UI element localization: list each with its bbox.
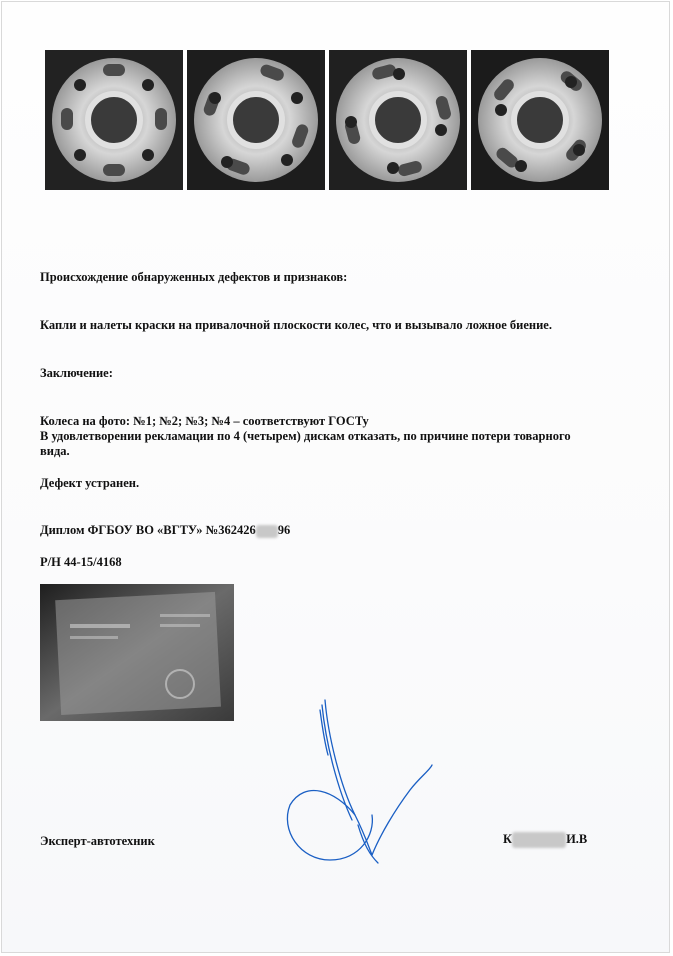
redacted-name xyxy=(512,832,566,848)
expert-name-suffix: И.В xyxy=(566,832,588,846)
wheel-photo-4 xyxy=(471,50,609,190)
wheel-photo-1 xyxy=(45,50,183,190)
origin-text: Капли и налеты краски на привалочной плоскости колес, что и вызывало ложное биение. xyxy=(40,318,552,332)
conclusion-line-2: В удовлетворении рекламации по 4 (четырем) дискам отказать, по причине потери товарного xyxy=(40,429,571,443)
origin-heading: Происхождение обнаруженных дефектов и признаков: xyxy=(40,270,348,284)
expert-role-label: Эксперт-автотехник xyxy=(40,834,155,848)
wheel-photo-3 xyxy=(329,50,467,190)
expert-name xyxy=(503,832,587,848)
handwritten-signature xyxy=(280,695,440,880)
diploma-line xyxy=(40,523,290,538)
conclusion-line-3: вида. xyxy=(40,444,70,458)
wheel-photos-strip xyxy=(45,50,611,190)
conclusion-heading: Заключение: xyxy=(40,366,113,380)
diploma-suffix: 96 xyxy=(277,523,291,537)
registration-number: Р/Н 44-15/4168 xyxy=(40,555,122,569)
expert-name-prefix: К xyxy=(503,832,513,846)
redacted-digits xyxy=(256,525,278,538)
diploma-prefix: Диплом ФГБОУ ВО «ВГТУ» №362426 xyxy=(40,523,256,537)
certificate-scan-image xyxy=(40,584,234,721)
conclusion-line-1: Колеса на фото: №1; №2; №3; №4 – соответствуют ГОСТу xyxy=(40,414,369,428)
defect-fixed: Дефект устранен. xyxy=(40,476,140,490)
wheel-photo-2 xyxy=(187,50,325,190)
